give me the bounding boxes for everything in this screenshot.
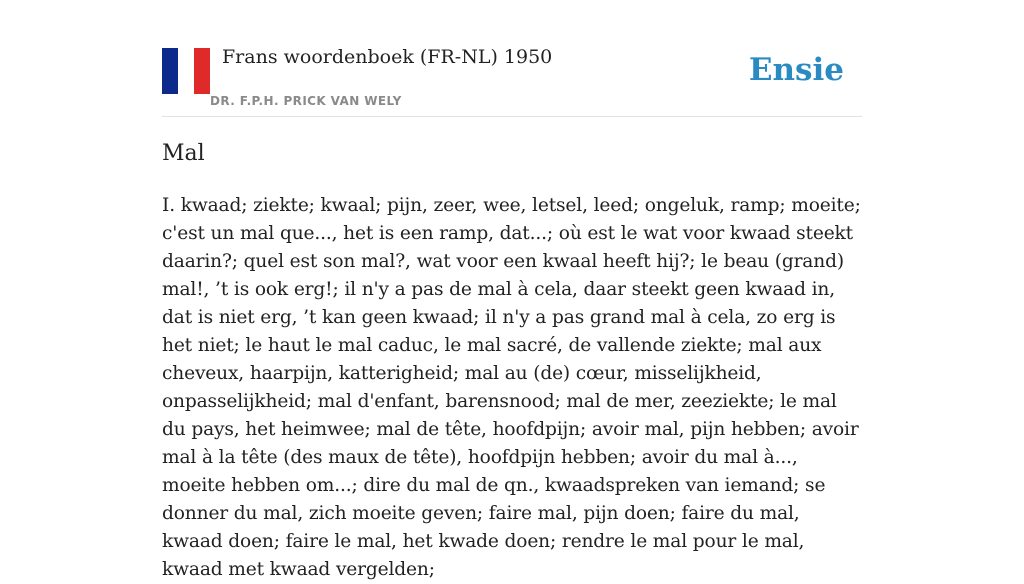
dictionary-author: DR. F.P.H. PRICK VAN WELY — [210, 94, 402, 108]
dictionary-header — [162, 0, 862, 117]
entry-headword: Mal — [162, 141, 205, 166]
ensie-logo-link[interactable]: Ensie — [748, 52, 844, 88]
entry-definition: I. kwaad; ziekte; kwaal; pijn, zeer, wee, letsel, leed; ongeluk, ramp; moeite; c'est un mal que..., het is een ramp, dat...; où est le wat voor kwaad steekt daarin?; quel est son mal?, wat voor een kwaal heeft hij?; le beau (grand) mal!, ’t is ook erg!; il n'y a pas de mal à cela, daar steekt geen kwaad in, dat is niet erg, ’t kan geen kwaad; il n'y a pas grand mal à cela, zo erg is het niet; le haut le mal caduc, le mal sacré, de vallende ziekte; mal aux cheveux, haarpijn, katterigheid; mal au (de) cœur, misselijkheid, onpasselijkheid; mal d'enfant, barensnood; mal de mer, zeeziekte; le mal du pays, het heimwee; mal de tête, hoofdpijn; avoir mal, pijn hebben; avoir mal à la tête (des maux de tête), hoofdpijn hebben; avoir du mal à..., moeite hebben om...; dire du mal de qn., kwaadspreken van iemand; se donner du mal, zich moeite geven; faire mal, pijn doen; faire du mal, kwaad doen; faire le mal, het kwade doen; rendre le mal pour le mal, kwaad met kwaad vergelden; — [162, 195, 861, 580]
france-flag-icon — [162, 48, 210, 94]
dictionary-title[interactable]: Frans woordenboek (FR-NL) 1950 — [222, 46, 553, 68]
